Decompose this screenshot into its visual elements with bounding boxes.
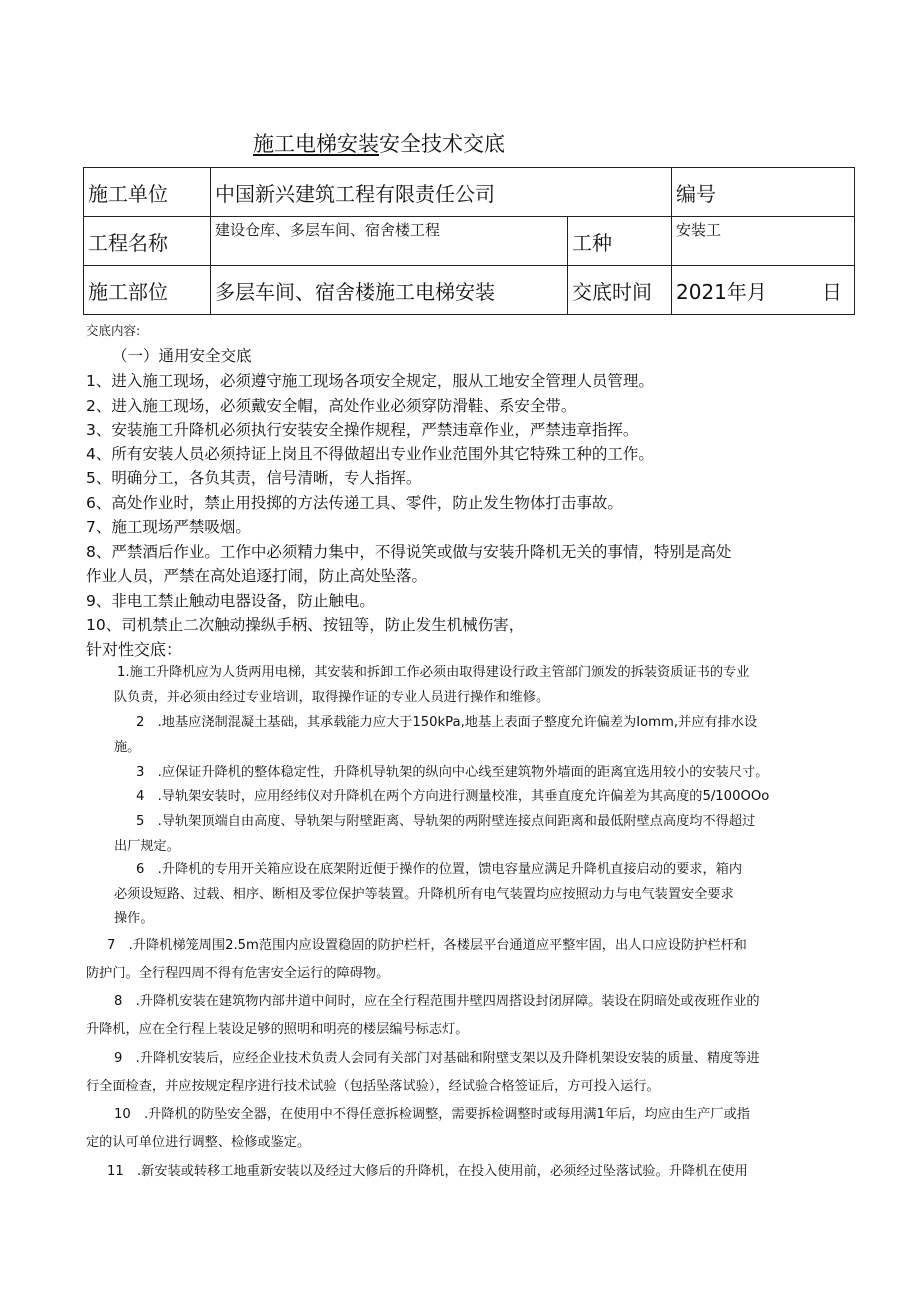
table-row bbox=[84, 217, 855, 266]
targeted-item-continued: 操作。 bbox=[114, 911, 154, 926]
label-serial-number: 编号 bbox=[672, 168, 855, 217]
targeted-item-continued: 施。 bbox=[114, 740, 141, 755]
targeted-item-continued: 队负责，并必须由经过专业培训，取得操作证的专业人员进行操作和维修。 bbox=[114, 690, 550, 705]
targeted-item: 1.施工升降机应为人货两用电梯，其安装和拆卸工作必须由取得建设行政主管部门颁发的拆装资质证书的专业 bbox=[117, 665, 750, 680]
value-handover-day: 日 bbox=[804, 266, 854, 315]
targeted-item: 2 .地基应浇制混凝土基础，其承载能力应大于150kPa,地基上表面子整度允许偏差为Iomm,并应有排水设 bbox=[136, 715, 758, 730]
targeted-item-continued: 行全面检查，并应按规定程序进行技术试验（包括坠落试验），经试验合格签证后，方可投入运行。 bbox=[86, 1079, 660, 1094]
table-row bbox=[84, 168, 855, 217]
general-item-continued: 作业人员，严禁在高处追逐打闹，防止高处坠落。 bbox=[86, 567, 428, 585]
title-rest: 安全技术交底 bbox=[379, 132, 505, 156]
general-item: 7、施工现场严禁吸烟。 bbox=[86, 518, 251, 536]
targeted-item-continued: 升降机，应在全行程上装设足够的照明和明亮的楼层编号标志灯。 bbox=[86, 1022, 469, 1037]
targeted-item-continued: 防护门。全行程四周不得有危害安全运行的障碍物。 bbox=[86, 966, 390, 981]
general-item: 1、进入施工现场，必须遵守施工现场各项安全规定，服从工地安全管理人员管理。 bbox=[86, 372, 654, 390]
label-work-type: 工种 bbox=[568, 217, 672, 266]
targeted-item: 11 .新安装或转移工地重新安装以及经过大修后的升降机，在投入使用前，必须经过坠落试验。升降机在使用 bbox=[107, 1164, 748, 1179]
targeted-item: 4 .导轨架安装时，应用经纬仪对升降机在两个方向进行测量校准，其垂直度允许偏差为其高度的5/100OOo bbox=[136, 789, 770, 804]
general-item: 4、所有安装人员必须持证上岗且不得做超出专业作业范围外其它特殊工种的工作。 bbox=[86, 445, 654, 463]
value-construction-part: 多层车间、宿舍楼施工电梯安装 bbox=[211, 266, 568, 315]
targeted-item: 6 .升降机的专用开关箱应设在底架附近便于操作的位置，馈电容量应满足升降机直接启动的要求，箱内 bbox=[136, 862, 743, 877]
targeted-item: 3 .应保证升降机的整体稳定性，升降机导轨架的纵向中心线至建筑物外墙面的距离宜选用较小的安装尺寸。 bbox=[136, 765, 769, 780]
section-title: （一）通用安全交底 bbox=[112, 347, 252, 365]
targeted-item: 10 .升降机的防坠安全器，在使用中不得任意拆检调整，需要拆检调整时或每用满1年后，均应由生产厂或指 bbox=[114, 1107, 750, 1122]
general-item: 5、明确分工，各负其责，信号清晰，专人指挥。 bbox=[86, 469, 422, 487]
general-item: 8、严禁酒后作业。工作中必须精力集中，不得说笑或做与安装升降机无关的事情，特别是高处 bbox=[86, 543, 732, 561]
targeted-item-continued: 出厂规定。 bbox=[114, 839, 180, 854]
value-handover-year-month: 2021年月 bbox=[672, 266, 805, 315]
label-construction-part: 施工部位 bbox=[84, 266, 211, 315]
targeted-item-continued: 定的认可单位进行调整、检修或鉴定。 bbox=[86, 1135, 311, 1150]
targeted-item: 7 .升降机梯笼周围2.5m范围内应设置稳固的防护栏杆，各楼层平台通道应平整牢固，出人口应设防护栏杆和 bbox=[107, 938, 747, 953]
label-handover-time: 交底时间 bbox=[568, 266, 672, 315]
document-title bbox=[253, 128, 505, 158]
general-item: 3、安装施工升降机必须执行安装安全操作规程，严禁违章作业，严禁违章指挥。 bbox=[86, 421, 639, 439]
label-construction-unit: 施工单位 bbox=[84, 168, 211, 217]
targeted-title: 针对性交底： bbox=[86, 640, 183, 659]
targeted-item: 5 .导轨架顶端自由高度、导轨架与附壁距离、导轨架的两附壁连接点间距离和最低附壁点高度均不得超过 bbox=[136, 814, 756, 829]
general-item: 2、进入施工现场，必须戴安全帽，高处作业必须穿防滑鞋、系安全带。 bbox=[86, 397, 577, 415]
targeted-item: 9 .升降机安装后，应经企业技术负责人会同有关部门对基础和附壁支架以及升降机架设安装的质量、精度等进 bbox=[114, 1051, 760, 1066]
content-label: 交底内容: bbox=[86, 323, 141, 338]
info-table bbox=[83, 167, 855, 315]
value-project-name: 建设仓库、多层车间、宿舍楼工程 bbox=[211, 217, 568, 266]
targeted-item-continued: 必须设短路、过载、相序、断相及零位保护等装置。升降机所有电气装置均应按照动力与电气装置安全要求 bbox=[114, 887, 734, 902]
value-construction-unit: 中国新兴建筑工程有限责任公司 bbox=[211, 168, 672, 217]
general-item: 6、高处作业时，禁止用投掷的方法传递工具、零件，防止发生物体打击事故。 bbox=[86, 494, 623, 512]
general-item: 9、非电工禁止触动电器设备，防止触电。 bbox=[86, 592, 375, 610]
label-project-name: 工程名称 bbox=[84, 217, 211, 266]
general-item: 10、司机禁止二次触动操纵手柄、按钮等，防止发生机械伤害， bbox=[86, 616, 525, 634]
table-row bbox=[84, 266, 855, 315]
value-work-type: 安装工 bbox=[672, 217, 855, 266]
title-underlined: 施工电梯安装 bbox=[253, 132, 379, 156]
targeted-item: 8 .升降机安装在建筑物内部井道中间时，应在全行程范围井壁四周搭设封闭屏障。装设在阴暗处或夜班作业的 bbox=[114, 994, 760, 1009]
